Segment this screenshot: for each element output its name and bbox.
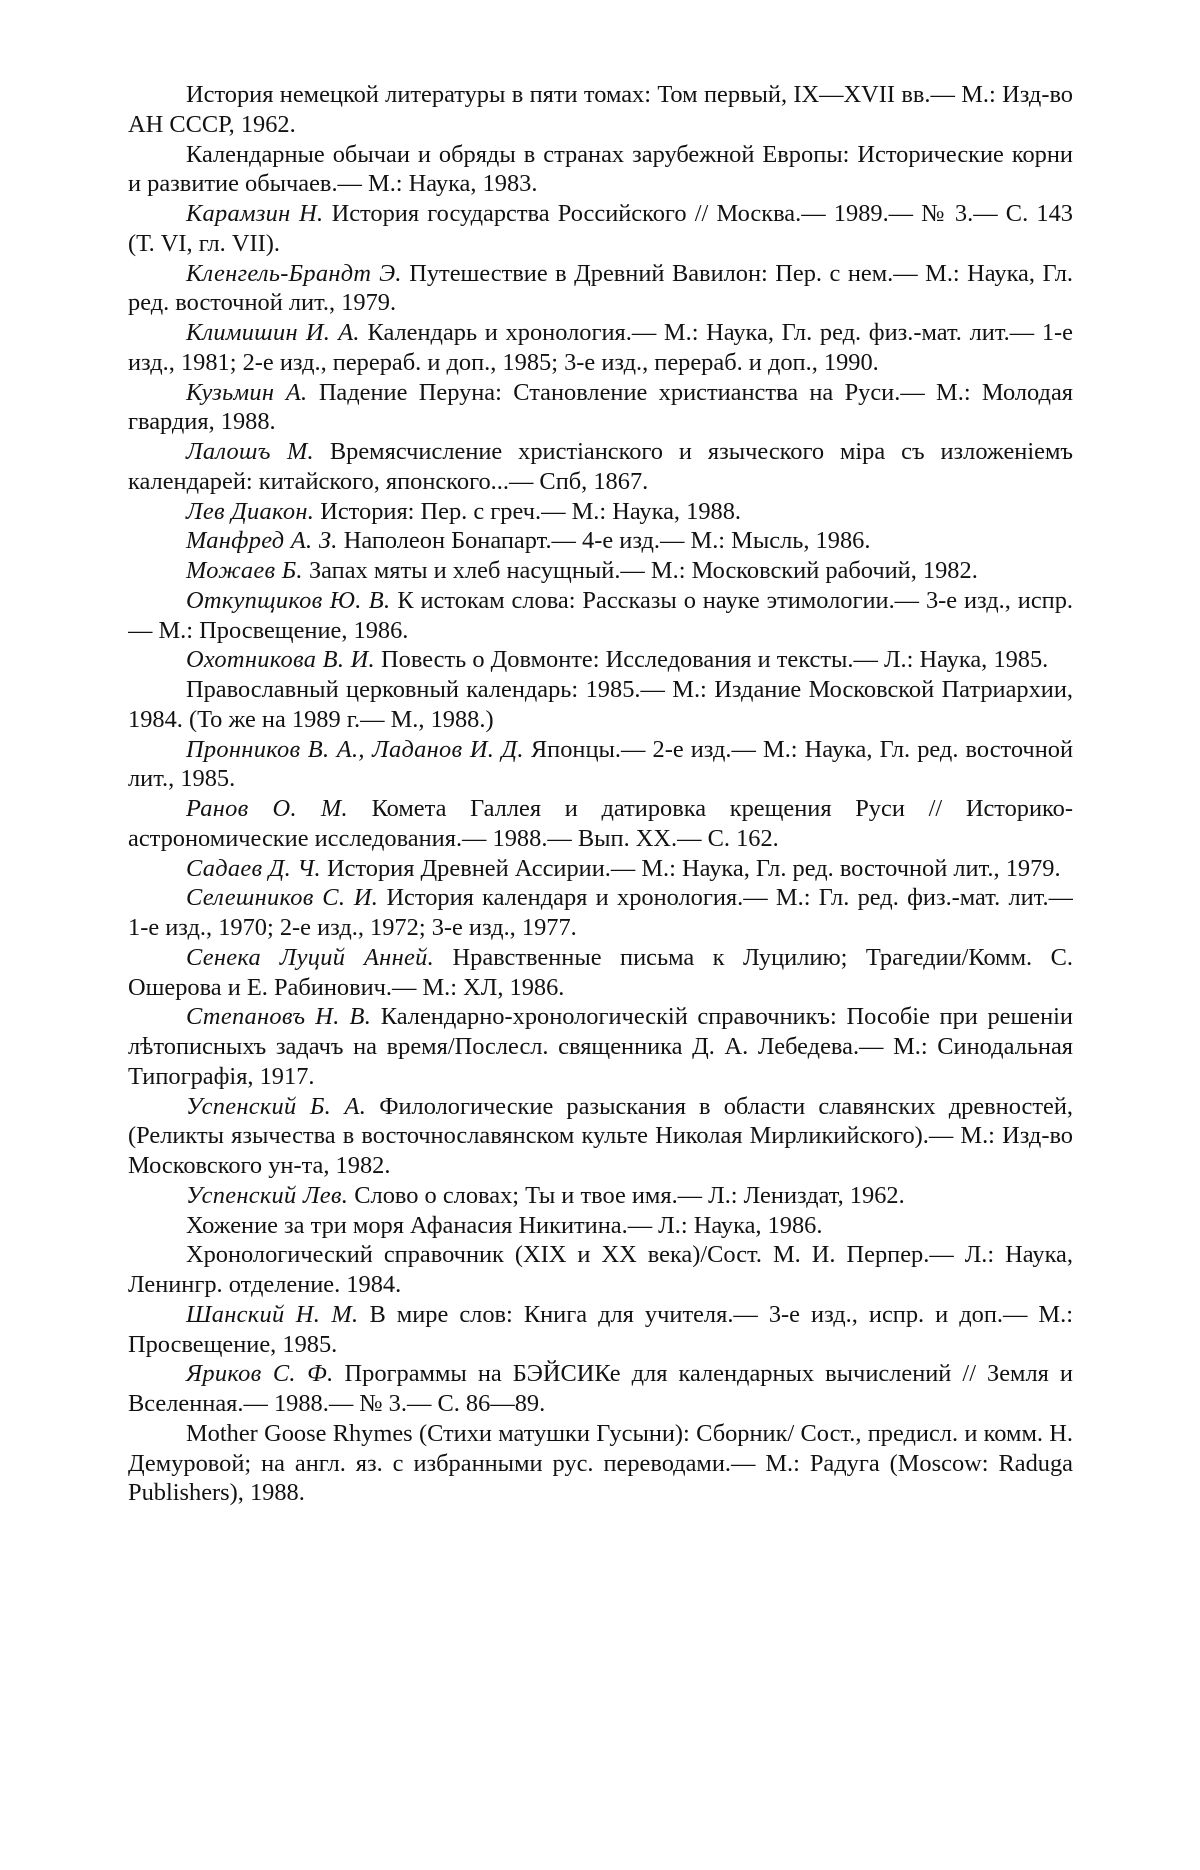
bibliography-entry: [128, 80, 1073, 140]
bibliography-entry: [128, 854, 1073, 884]
bibliography-entry: [128, 943, 1073, 1003]
entry-author: Можаев Б.: [186, 557, 303, 584]
entry-text: Хронологический справочник (XIX и XX века)/Сост. М. И. Перпер.— Л.: Наука, Ленингр. отделение. 1984.: [128, 1241, 1073, 1298]
bibliography-entry: [128, 318, 1073, 378]
entry-text: Японцы.— 2-е изд.— М.: Наука, Гл. ред. восточной лит., 1985.: [128, 735, 1073, 793]
entry-text: Mother Goose Rhymes (Стихи матушки Гусыни): Сборник/ Сост., предисл. и комм. Н. Демуровой; на англ. яз. с избранными рус. переводами.— М.: Радуга (Moscow: Raduga Publishers), 1988.: [128, 1419, 1073, 1507]
bibliography-entry: [128, 1240, 1073, 1300]
bibliography-entry: [128, 1419, 1073, 1508]
bibliography-entry: [128, 645, 1073, 675]
entry-text: Повесть о Довмонте: Исследования и тексты.— Л.: Наука, 1985.: [381, 646, 1049, 674]
entry-author: Успенский Лев.: [186, 1181, 349, 1209]
bibliography-entry: [128, 1181, 1073, 1211]
bibliography-entry: [128, 556, 1073, 586]
entry-text: В мире слов: Книга для учителя.— 3-е изд., испр. и доп.— М.: Просвещение, 1985.: [128, 1300, 1073, 1358]
entry-text: История немецкой литературы в пяти томах: Том первый, IX—XVII вв.— М.: Изд-во АН СССР, 1962.: [128, 81, 1073, 138]
entry-text: Наполеон Бонапарт.— 4-е изд.— М.: Мысль, 1986.: [343, 527, 871, 555]
entry-author: Степановъ Н. В.: [186, 1003, 372, 1031]
entry-author: Карамзин Н.: [186, 200, 324, 227]
entry-text: Нравственные письма к Луцилию; Трагедии/Комм. С. Ошерова и Е. Рабинович.— М.: ХЛ, 1986.: [128, 943, 1073, 1001]
bibliography-entry: [128, 526, 1073, 556]
entry-text: Православный церковный календарь: 1985.— М.: Издание Московской Патриархии, 1984. (То же на 1989 г.— М., 1988.): [128, 676, 1073, 733]
entry-text: Комета Галлея и датировка крещения Руси // Историко-астрономические исследования.— 1988.— Вып. XX.— С. 162.: [128, 795, 1073, 852]
entry-author: Манфред А. З.: [186, 527, 338, 555]
bibliography-entry: [128, 1211, 1073, 1241]
entry-text: Слово о словах; Ты и твое имя.— Л.: Лениздат, 1962.: [354, 1181, 905, 1209]
entry-text: Календарные обычаи и обряды в странах зарубежной Европы: Исторические корни и развитие обычаев.— М.: Наука, 1983.: [128, 140, 1073, 198]
entry-text: Запах мяты и хлеб насущный.— М.: Московский рабочий, 1982.: [308, 557, 978, 584]
bibliography-page: [128, 80, 1073, 1780]
entry-text: Путешествие в Древний Вавилон: Пер. с нем.— М.: Наука, Гл. ред. восточной лит., 1979.: [128, 259, 1073, 317]
entry-author: Лев Диакон.: [186, 497, 315, 525]
entry-author: Успенский Б. А.: [186, 1092, 367, 1120]
entry-author: Шанский Н. М.: [186, 1300, 359, 1328]
entry-author: Охотникова В. И.: [186, 646, 375, 674]
bibliography-entry: [128, 259, 1073, 319]
entry-author: Сенека Луций Анней.: [186, 943, 435, 971]
entry-text: Времясчисление христіанского и языческого міра съ изложеніемъ календарей: китайского, японского...— Спб, 1867.: [128, 438, 1073, 495]
entry-author: Садаев Д. Ч.: [186, 854, 321, 882]
entry-text: К истокам слова: Рассказы о науке этимологии.— 3-е изд., испр.— М.: Просвещение, 1986.: [128, 586, 1073, 644]
entry-author: Климишин И. А.: [186, 319, 360, 346]
entry-text: История Древней Ассирии.— М.: Наука, Гл. ред. восточной лит., 1979.: [327, 854, 1061, 882]
bibliography-entry: [128, 1002, 1073, 1091]
entry-author: Пронников В. А., Ладанов И. Д.: [186, 735, 524, 763]
bibliography-entry: [128, 140, 1073, 200]
entry-text: Падение Перуна: Становление христианства на Руси.— М.: Молодая гвардия, 1988.: [128, 378, 1073, 436]
entry-author: Лалошъ М.: [186, 438, 314, 465]
bibliography-entry: [128, 1092, 1073, 1181]
entry-text: История государства Российского // Москва.— 1989.— № 3.— С. 143 (Т. VI, гл. VII).: [128, 200, 1073, 257]
entry-text: Календарно-хронологическій справочникъ: Пособіе при решеніи лѣтописныхъ задачъ на время/Послесл. священника Д. А. Лебедева.— М.: Синодальная Типографія, 1917.: [128, 1003, 1073, 1090]
entry-author: Кленгель-Брандт Э.: [186, 259, 402, 287]
bibliography-entry: [128, 794, 1073, 854]
bibliography-list: [128, 80, 1073, 1508]
entry-text: История календаря и хронология.— М.: Гл. ред. физ.-мат. лит.— 1-е изд., 1970; 2-е изд., 1972; 3-е изд., 1977.: [128, 884, 1073, 941]
bibliography-entry: [128, 199, 1073, 259]
bibliography-entry: [128, 586, 1073, 646]
entry-text: Филологические разыскания в области славянских древностей, (Реликты язычества в восточнославянском культе Николая Мирликийского).— М.: Изд-во Московского ун-та, 1982.: [128, 1092, 1073, 1179]
entry-author: Селешников С. И.: [186, 884, 379, 912]
bibliography-entry: [128, 437, 1073, 497]
bibliography-entry: [128, 675, 1073, 735]
entry-text: Хожение за три моря Афанасия Никитина.— Л.: Наука, 1986.: [186, 1211, 823, 1239]
bibliography-entry: [128, 883, 1073, 943]
entry-text: Календарь и хронология.— М.: Наука, Гл. ред. физ.-мат. лит.— 1-е изд., 1981; 2-е изд., перераб. и доп., 1985; 3-е изд., перераб. и доп., 1990.: [128, 319, 1073, 376]
entry-text: Программы на БЭЙСИКе для календарных вычислений // Земля и Вселенная.— 1988.— № 3.— С. 86—89.: [128, 1360, 1073, 1417]
entry-author: Кузьмин А.: [186, 378, 308, 406]
entry-author: Яриков С. Ф.: [186, 1360, 334, 1388]
bibliography-entry: [128, 735, 1073, 795]
bibliography-entry: [128, 1359, 1073, 1419]
entry-author: Откупщиков Ю. В.: [186, 586, 391, 614]
entry-text: История: Пер. с греч.— М.: Наука, 1988.: [320, 497, 742, 525]
bibliography-entry: [128, 497, 1073, 527]
bibliography-entry: [128, 378, 1073, 438]
entry-author: Ранов О. М.: [186, 795, 348, 822]
bibliography-entry: [128, 1300, 1073, 1360]
